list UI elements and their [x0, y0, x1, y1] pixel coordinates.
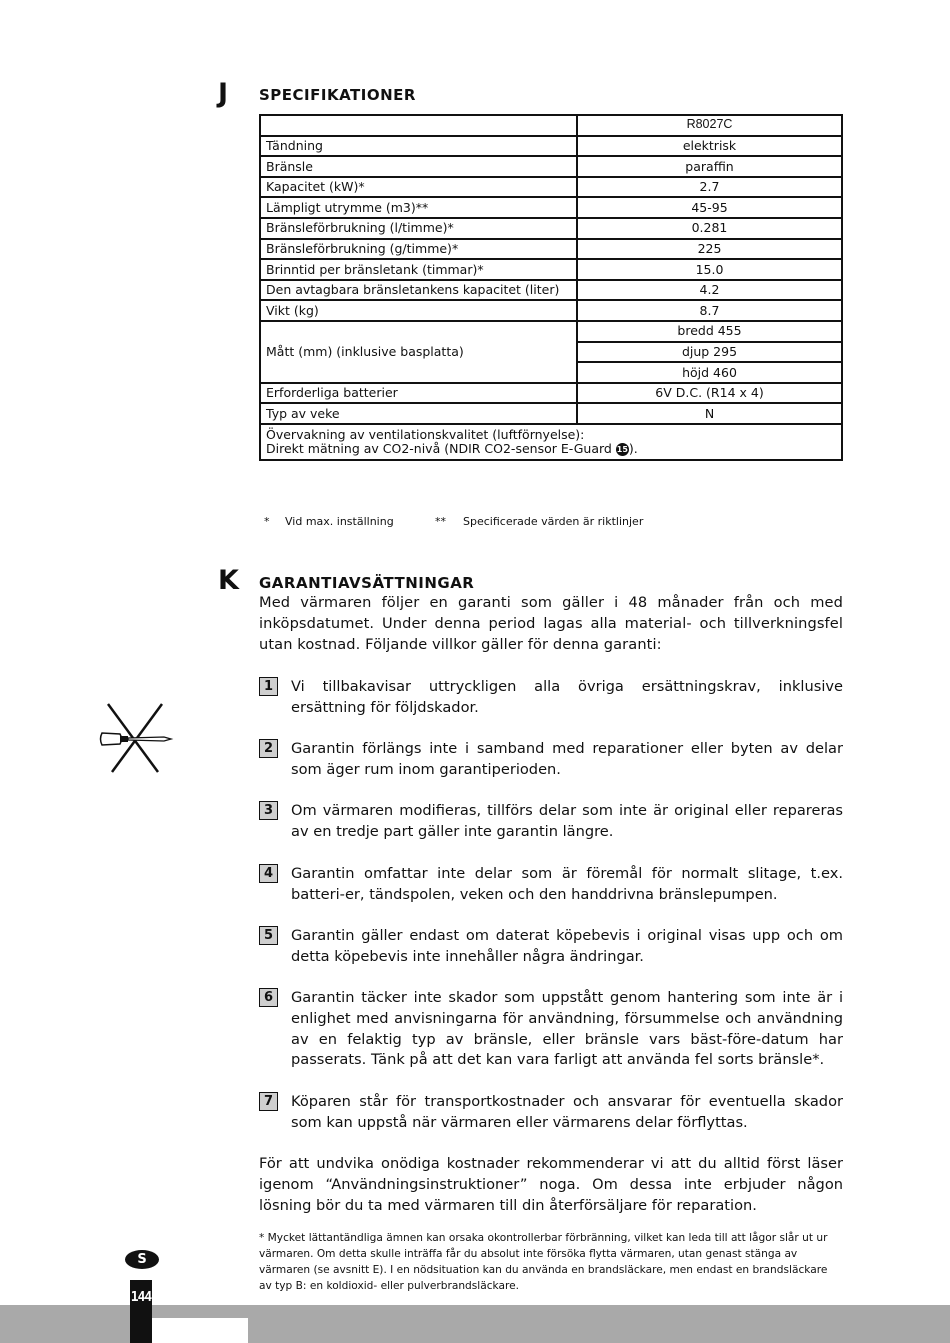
- spec-value: 0.281: [577, 218, 842, 239]
- warranty-item-2: [259, 739, 843, 781]
- spec-value: paraffin: [577, 156, 842, 177]
- table-row: [260, 136, 842, 157]
- language-badge: S: [125, 1250, 159, 1269]
- ventilation-text-end: ).: [628, 440, 638, 456]
- table-header-blank: [260, 115, 577, 136]
- table-row: [260, 383, 842, 404]
- section-title-warranty: GARANTIAVSÄTTNINGAR: [259, 574, 475, 592]
- spec-value: 45-95: [577, 197, 842, 218]
- spec-label: Vikt (kg): [260, 300, 577, 321]
- spec-label: Brinntid per bränsletank (timmar)*: [260, 259, 577, 280]
- item-number-badge: 2: [259, 739, 278, 758]
- spec-label: Erforderliga batterier: [260, 383, 577, 404]
- warranty-item-3: [259, 801, 843, 843]
- footnote-1-text: Vid max. inställning: [285, 515, 394, 528]
- warranty-item-6: [259, 988, 843, 1071]
- item-number-badge: 4: [259, 864, 278, 883]
- warranty-item-7: [259, 1092, 843, 1134]
- table-row: [260, 259, 842, 280]
- warranty-item-4: [259, 864, 843, 906]
- section-letter-j: J: [218, 78, 229, 109]
- spec-label: Den avtagbara bränsletankens kapacitet (liter): [260, 280, 577, 301]
- spec-value: 6V D.C. (R14 x 4): [577, 383, 842, 404]
- dimensions-label: Mått (mm) (inklusive basplatta): [260, 321, 577, 383]
- spec-value: elektrisk: [577, 136, 842, 157]
- item-number-badge: 5: [259, 926, 278, 945]
- specification-table: [259, 114, 843, 461]
- table-row: [260, 218, 842, 239]
- table-row: [260, 239, 842, 260]
- spec-label: Bränsleförbrukning (l/timme)*: [260, 218, 577, 239]
- table-row: [260, 424, 842, 460]
- item-text: Köparen står för transportkostnader och ansvarar för eventuella skador som kan uppstå när värmaren eller värmarens delar förflyttas.: [291, 1093, 843, 1131]
- footnote-1-mark: *: [264, 515, 270, 528]
- table-row: [260, 280, 842, 301]
- ventilation-line-1: Övervakning av ventilationskvalitet (luftförnyelse):: [266, 427, 585, 443]
- warranty-closing: För att undvika onödiga kostnader rekommenderar vi att du alltid först läser igenom “Användningsinstruktioner” noga. Om dessa inte erbjuder någon lösning bör du ta med värmaren till din återförsäljare för reparation.: [259, 1155, 843, 1214]
- footer-white-box: [152, 1318, 248, 1343]
- spec-value: 8.7: [577, 300, 842, 321]
- ventilation-text: Direkt mätning av CO2-nivå (NDIR CO2-sensor E-Guard: [266, 440, 612, 456]
- ventilation-line-2: [266, 442, 836, 456]
- table-row: [260, 156, 842, 177]
- dimension-height: höjd 460: [577, 362, 842, 383]
- spec-label: Bränsleförbrukning (g/timme)*: [260, 239, 577, 260]
- table-row: [260, 177, 842, 198]
- page-number: 144: [130, 1290, 152, 1305]
- section-title-specifications: SPECIFIKATIONER: [259, 86, 416, 104]
- spec-label: Kapacitet (kW)*: [260, 177, 577, 198]
- table-row: [260, 197, 842, 218]
- table-row: [260, 321, 842, 342]
- spec-value: 15.0: [577, 259, 842, 280]
- item-text: Garantin täcker inte skador som uppstått genom hantering som inte är i enlighet med anvisningarna för användning, försummelse och användning av en felaktig typ av bränsle, eller bränsle vars bäst-före-datum har passerats. Tänk på att det kan vara farligt att använda fel sorts bränsle*.: [291, 989, 843, 1069]
- spec-value: N: [577, 403, 842, 424]
- item-text: Vi tillbakavisar uttryckligen alla övriga ersättningskrav, inklusive ersättning för följdskador.: [291, 678, 843, 716]
- reference-number-badge: 15: [616, 444, 628, 454]
- spec-label: Tändning: [260, 136, 577, 157]
- item-number-badge: 6: [259, 988, 278, 1007]
- item-number-badge: 7: [259, 1092, 278, 1111]
- section-letter-k: K: [218, 565, 239, 596]
- spec-label: Bränsle: [260, 156, 577, 177]
- spec-label: Lämpligt utrymme (m3)**: [260, 197, 577, 218]
- footnote-2-text: Specificerade värden är riktlinjer: [463, 515, 644, 528]
- spec-value: 2.7: [577, 177, 842, 198]
- table-row: [260, 300, 842, 321]
- dimension-depth: djup 295: [577, 342, 842, 363]
- item-number-badge: 1: [259, 677, 278, 696]
- item-text: Garantin omfattar inte delar som är föremål för normalt slitage, t.ex. batteri-er, tändspolen, veken och den handdrivna bränslepumpen.: [291, 865, 843, 903]
- ventilation-cell: [260, 424, 842, 460]
- table-row: [260, 115, 842, 136]
- table-row: [260, 403, 842, 424]
- warranty-intro: Med värmaren följer en garanti som gäller i 48 månader från och med inköpsdatumet. Under denna period lagas alla material- och tillverkningsfel utan kostnad. Följande villkor gäller för denna garanti:: [259, 594, 843, 653]
- spec-value: 4.2: [577, 280, 842, 301]
- warranty-item-1: [259, 677, 843, 719]
- dimension-width: bredd 455: [577, 321, 842, 342]
- item-text: Om värmaren modifieras, tillförs delar som inte är original eller repareras av en tredje part gäller inte garantin längre.: [291, 802, 843, 840]
- item-text: Garantin förlängs inte i samband med reparationer eller byten av delar som äger rum inom garantiperioden.: [291, 740, 843, 778]
- warranty-item-5: [259, 926, 843, 968]
- no-screwdriver-icon: [98, 700, 176, 780]
- spec-label: Typ av veke: [260, 403, 577, 424]
- model-header: R8027C: [577, 115, 842, 136]
- item-number-badge: 3: [259, 801, 278, 820]
- spec-value: 225: [577, 239, 842, 260]
- footnote-2-mark: **: [435, 515, 446, 528]
- fire-safety-note: * Mycket lättantändliga ämnen kan orsaka okontrollerbar förbränning, vilket kan leda till att lågor slår ut ur värmaren. Om detta skulle inträffa får du absolut inte försöka flytta värmaren, utan genast stänga av värmaren (se avsnitt E). I en nödsituation kan du använda en brandsläckare, men endast en brandsläckare av typ B: en koldioxid- eller pulverbrandsläckare.: [259, 1232, 828, 1292]
- item-text: Garantin gäller endast om daterat köpebevis i original visas upp och om detta köpebevis inte innehåller några ändringar.: [291, 927, 843, 965]
